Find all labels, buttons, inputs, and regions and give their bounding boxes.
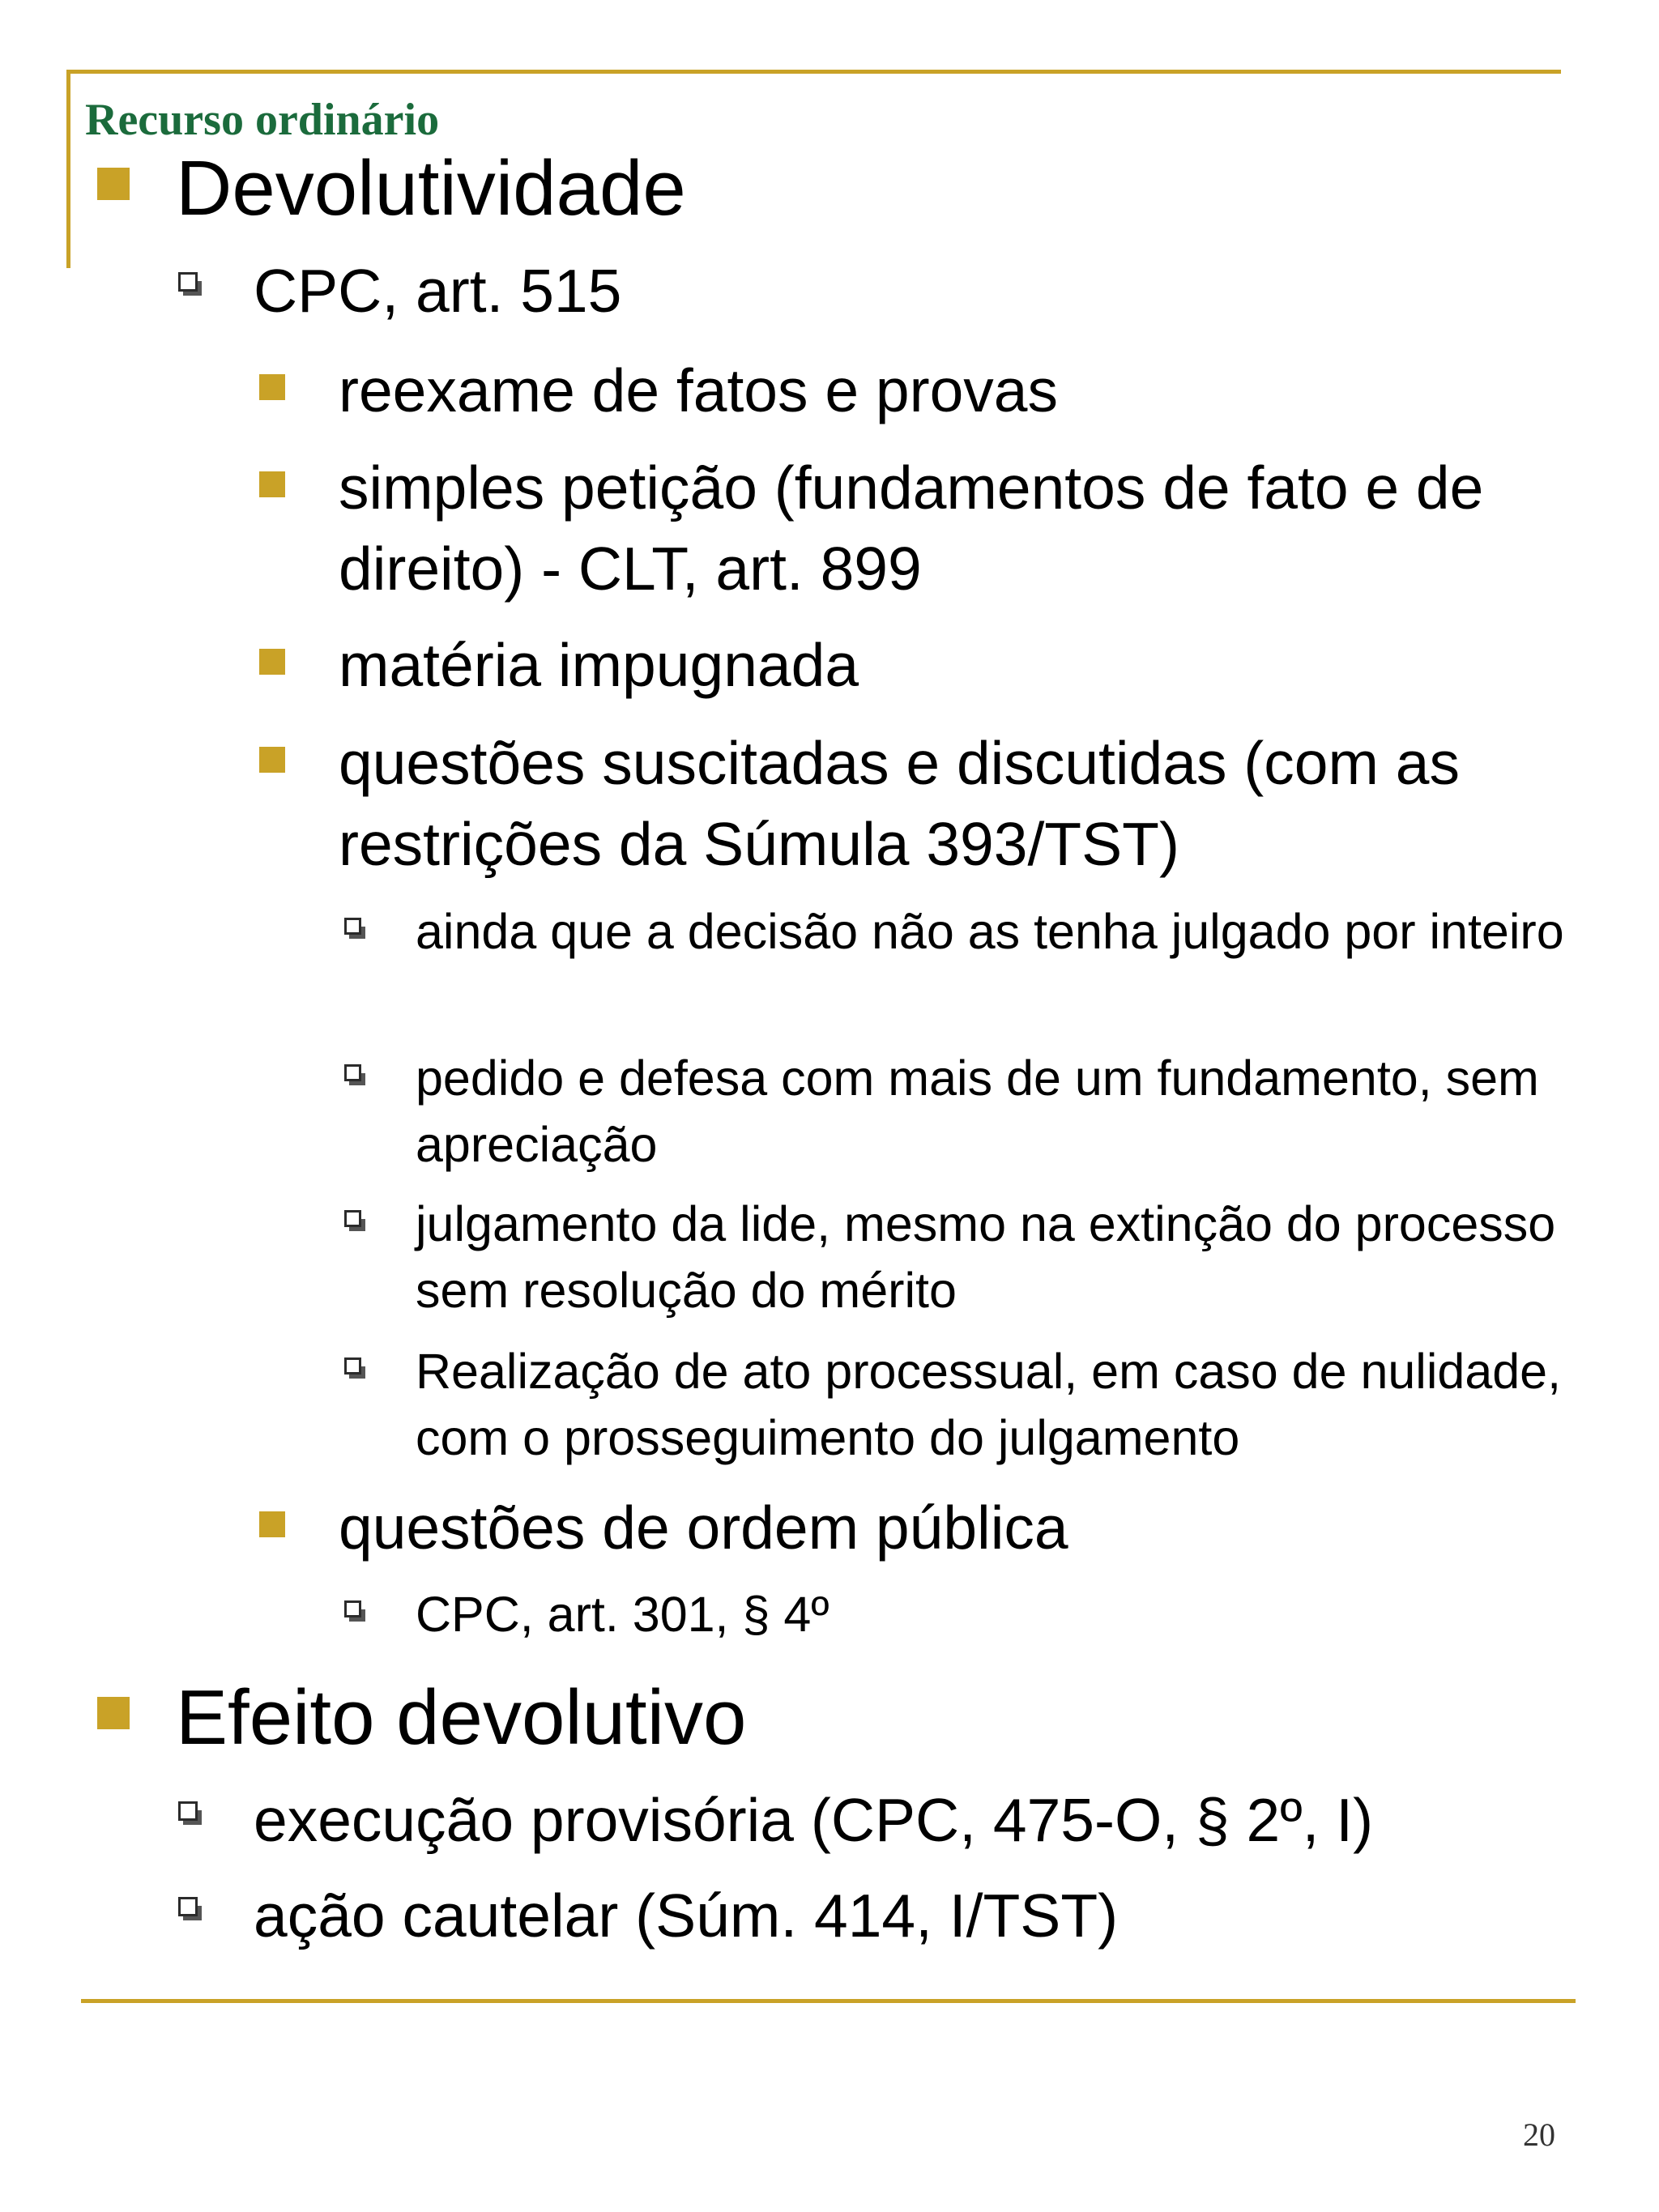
- cpc-515-label: CPC, art. 515: [254, 257, 622, 325]
- page-number: 20: [1523, 2116, 1555, 2153]
- item-simples-peticao: simples petição (fundamentos de fato e de direito) - CLT, art. 899: [339, 454, 1484, 603]
- hollow-square-bullet-icon: [178, 1897, 198, 1916]
- square-bullet-icon: [259, 747, 285, 773]
- hollow-square-bullet-icon: [344, 1064, 361, 1081]
- heading-devolutividade: Devolutividade: [176, 145, 686, 232]
- bottom-divider: [81, 1999, 1576, 2003]
- hollow-square-bullet-icon: [344, 1600, 361, 1617]
- sub-bullet-pedido-defesa: [416, 1045, 1590, 1178]
- bullet-reexame: [339, 350, 1651, 431]
- item-acao-cautelar: ação cautelar (Súm. 414, I/TST): [254, 1882, 1119, 1950]
- sub-item-ainda-que: ainda que a decisão não as tenha julgado por inteiro: [416, 904, 1564, 959]
- bullet-execucao-provisoria: [254, 1785, 1590, 1855]
- bullet-simples-peticao: [339, 447, 1651, 609]
- sub-item-realizacao: Realização de ato processual, em caso de nulidade, com o prosseguimento do julgamento: [416, 1344, 1562, 1465]
- slide-title: Recurso ordinário: [85, 95, 440, 145]
- sub-bullet-julgamento-lide: [416, 1191, 1590, 1323]
- square-bullet-icon: [97, 168, 130, 200]
- heading-efeito-devolutivo: Efeito devolutivo: [176, 1674, 747, 1761]
- square-bullet-icon: [259, 471, 285, 497]
- sub-item-julgamento-lide: julgamento da lide, mesmo na extinção do processo sem resolução do mérito: [416, 1196, 1556, 1318]
- item-materia-impugnada: matéria impugnada: [339, 631, 859, 699]
- hollow-square-bullet-icon: [344, 1210, 361, 1227]
- top-divider: [66, 70, 1561, 74]
- square-bullet-icon: [259, 374, 285, 400]
- hollow-square-bullet-icon: [178, 272, 198, 292]
- sub-item-cpc-301: CPC, art. 301, § 4º: [416, 1587, 830, 1642]
- square-bullet-icon: [259, 1511, 285, 1537]
- item-reexame: reexame de fatos e provas: [339, 356, 1058, 424]
- bullet-efeito-devolutivo: [176, 1673, 1553, 1762]
- bullet-materia-impugnada: [339, 624, 1651, 705]
- item-execucao-provisoria: execução provisória (CPC, 475-O, § 2º, I): [254, 1786, 1374, 1854]
- bullet-ordem-publica: [339, 1487, 1602, 1568]
- sub-bullet-ainda-que: [416, 898, 1590, 965]
- item-questoes-suscitadas: questões suscitadas e discutidas (com as restrições da Súmula 393/TST): [339, 729, 1461, 878]
- bullet-acao-cautelar: [254, 1881, 1590, 1950]
- sub-item-pedido-defesa: pedido e defesa com mais de um fundamento, sem apreciação: [416, 1051, 1539, 1172]
- bullet-cpc-515: [254, 256, 1590, 326]
- hollow-square-bullet-icon: [344, 918, 361, 935]
- sub-bullet-cpc-301: [416, 1581, 1590, 1647]
- hollow-square-bullet-icon: [344, 1357, 361, 1375]
- bullet-devolutividade: [176, 144, 1553, 233]
- square-bullet-icon: [259, 649, 285, 675]
- bullet-questoes-suscitadas: [339, 722, 1602, 884]
- item-ordem-publica: questões de ordem pública: [339, 1494, 1068, 1562]
- square-bullet-icon: [97, 1697, 130, 1729]
- hollow-square-bullet-icon: [178, 1801, 198, 1821]
- left-accent-line: [66, 70, 70, 268]
- sub-bullet-realizacao: [416, 1338, 1590, 1471]
